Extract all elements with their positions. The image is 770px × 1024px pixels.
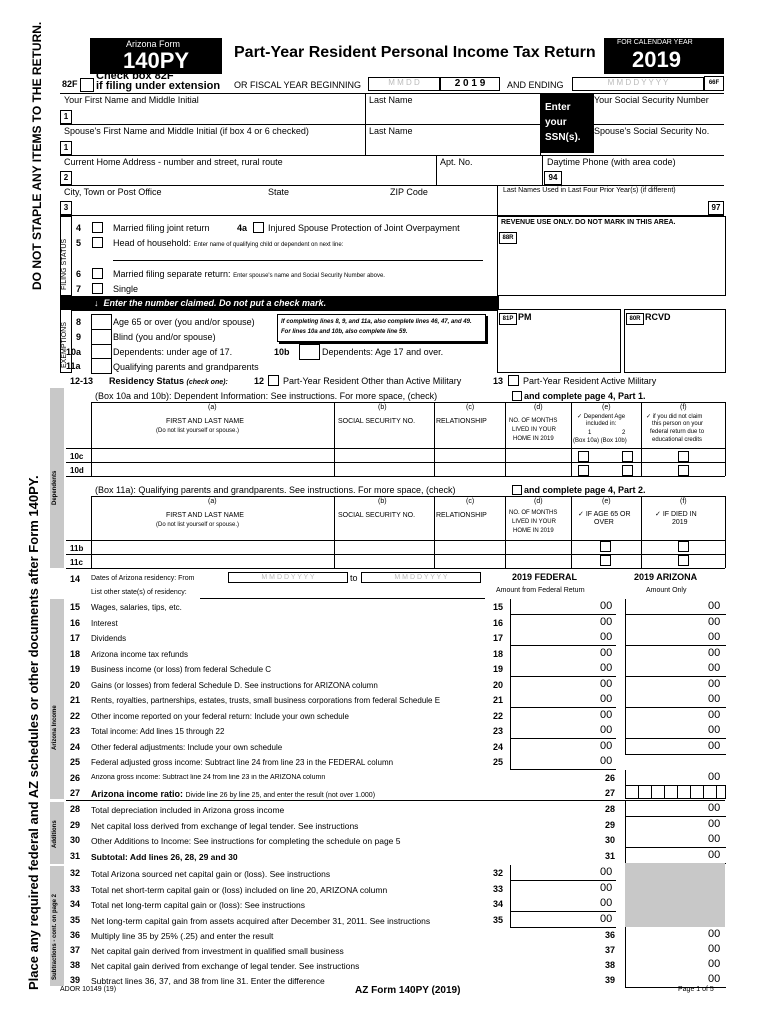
enter-ssn-line1: Enter <box>545 102 571 113</box>
staple-warning: DO NOT STAPLE ANY ITEMS TO THE RETURN. <box>30 21 44 290</box>
line19-federal-cents: 00 <box>600 662 613 674</box>
line32-ref: 32 <box>493 868 504 878</box>
dep-table-head: (Box 10a and 10b): Dependent Information: See instructions. For more space, (check) <box>95 391 438 401</box>
line35-num: 35 <box>70 914 81 925</box>
line38-text: Net capital gain derived from exchange of legal tender. See instructions <box>91 961 360 971</box>
line25-text: Federal adjusted gross income: Subtract line 24 from line 23 in the FEDERAL column <box>91 758 394 767</box>
line23-text: Total income: Add lines 15 through 22 <box>91 727 225 736</box>
line20-fed-ref: 20 <box>493 679 504 690</box>
line33-ref: 33 <box>493 883 504 894</box>
res13-label: Part-Year Resident Active Military <box>523 376 657 386</box>
dependents-section: Dependents <box>52 470 58 505</box>
line29-text: Net capital loss derived from exchange of legal tender. See instructions <box>91 820 359 831</box>
line39-num: 39 <box>70 975 81 985</box>
line15-fed-ref: 15 <box>493 602 504 612</box>
dep-10c-box10b[interactable] <box>622 451 633 462</box>
line28-cents: 00 <box>708 802 721 814</box>
line39-text: Subtract lines 36, 37, and 38 from line 31. Enter the difference <box>91 976 325 986</box>
pm-label: PM <box>518 312 532 322</box>
line16-federal-cents: 00 <box>600 615 613 628</box>
line17-num: 17 <box>70 633 81 643</box>
line15-num: 15 <box>70 602 81 612</box>
res12-checkbox[interactable] <box>268 375 279 386</box>
qual-e-hdr-1: ✓ IF AGE 65 OR <box>578 511 631 518</box>
line25-fed-ref: 25 <box>493 757 504 767</box>
dep-f-hdr-2: this person on your <box>652 421 704 427</box>
form-label: Arizona Form <box>126 39 181 49</box>
dep-col-a: (a) <box>208 404 217 411</box>
dates-residency-label: Dates of Arizona residency: From <box>91 575 195 582</box>
line27-num: 27 <box>70 788 81 798</box>
dep-col-b: (b) <box>378 404 387 411</box>
dep-e2: 2 <box>622 430 626 436</box>
line35-text: Net long-term capital gain from assets acquired after December 31, 2011. See instructions <box>91 915 431 926</box>
line32-num: 32 <box>70 868 81 878</box>
line22-fed-ref: 22 <box>493 710 504 721</box>
last-name-label: Last Name <box>369 95 413 105</box>
line16-fed-ref: 16 <box>493 617 504 628</box>
line31-ref: 31 <box>605 850 616 861</box>
code-80r: 80R <box>626 313 644 325</box>
qual-table-head: (Box 11a): Qualifying parents and grandparents. See instructions. For more space, (check) <box>95 485 456 495</box>
dep-rel-hdr: RELATIONSHIP <box>436 418 487 425</box>
row-1b-marker: 1 <box>60 141 72 155</box>
code-97: 97 <box>708 201 724 215</box>
check82f-label: Check box 82F <box>96 70 174 82</box>
dep-under17-label: Dependents: under age of 17. <box>113 347 233 357</box>
qual-months-1: NO. OF MONTHS <box>509 510 558 516</box>
revenue-use-label: REVENUE USE ONLY. DO NOT MARK IN THIS AREA. <box>501 219 676 226</box>
line10b-num: 10b <box>274 347 290 357</box>
line6-num: 6 <box>76 269 82 279</box>
line39-ref: 39 <box>605 975 616 985</box>
row-1-marker: 1 <box>60 110 72 124</box>
dep-col-c: (c) <box>466 404 475 411</box>
head-household-label: Head of household: Enter name of qualifying child or dependent on next line: <box>113 238 344 248</box>
phone-label: Daytime Phone (with area code) <box>547 157 676 167</box>
line9-num: 9 <box>76 332 82 342</box>
fiscal-end-date[interactable]: M M D D Y Y Y Y <box>572 77 704 91</box>
residency-label: Residency Status (check one): <box>109 376 228 386</box>
line28-text: Total depreciation included in Arizona gross income <box>91 805 285 815</box>
exemption-banner-text: ↓ Enter the number claimed. Do not put a check mark. <box>94 298 327 308</box>
line15-text: Wages, salaries, tips, etc. <box>91 603 182 612</box>
line17-arizona-cents: 00 <box>708 631 721 643</box>
line27-text: Arizona income ratio: Divide line 26 by line 25, and enter the result (not over 1.000) <box>91 789 376 799</box>
qual-col-b: (b) <box>378 498 387 505</box>
dep-10d-box10b[interactable] <box>622 465 633 476</box>
line31-num: 31 <box>70 850 81 861</box>
qualifying-label: Qualifying parents and grandparents <box>113 362 259 372</box>
apt-label: Apt. No. <box>440 157 473 167</box>
line39-cents: 00 <box>708 973 721 985</box>
calendar-year-label: FOR CALENDAR YEAR <box>617 39 693 46</box>
row-3-marker: 3 <box>60 201 72 215</box>
line35-cents: 00 <box>600 912 613 925</box>
age65-label: Age 65 or over (you and/or spouse) <box>113 317 255 327</box>
line18-fed-ref: 18 <box>493 648 504 659</box>
footer-form: AZ Form 140PY (2019) <box>355 985 461 996</box>
dep-e-hdr-2: included in: <box>586 421 617 427</box>
injured-spouse-checkbox[interactable] <box>253 222 264 233</box>
line4a-num: 4a <box>237 223 248 233</box>
subtractions-shade <box>625 863 725 928</box>
line36-text: Multiply line 35 by 25% (.25) and enter the result <box>91 931 274 941</box>
line12-num: 12 <box>254 376 265 386</box>
line38-cents: 00 <box>708 958 721 970</box>
enter-ssn-line3: SSN(s). <box>545 132 581 143</box>
dep-17over-label: Dependents: Age 17 and over. <box>322 347 444 357</box>
dep-f-hdr-1: ✓ if you did not claim <box>646 414 703 420</box>
line23-num: 23 <box>70 726 81 736</box>
line10a-num: 10a <box>66 347 82 357</box>
line5-num: 5 <box>76 238 82 248</box>
footer-ador: ADOR 10149 (19) <box>60 986 117 993</box>
qualifying-count[interactable] <box>91 358 112 374</box>
line32-text: Total Arizona sourced net capital gain or (loss). See instructions <box>91 869 331 879</box>
attachment-note: Place any required federal and AZ schedules or other documents after Form 140PY. <box>26 475 41 990</box>
line23-arizona-cents: 00 <box>708 724 721 736</box>
line36-ref: 36 <box>605 930 616 940</box>
line25-num: 25 <box>70 757 81 767</box>
line26-num: 26 <box>70 773 81 783</box>
income-section: Arizona Income <box>52 705 58 750</box>
single-label: Single <box>113 284 139 294</box>
line33-text: Total net short-term capital gain or (loss) included on line 20, ARIZONA column <box>91 884 388 895</box>
line24-text: Other federal adjustments: Include your own schedule <box>91 742 283 752</box>
line38-num: 38 <box>70 960 81 970</box>
line34-ref: 34 <box>493 899 504 909</box>
line31-cents: 00 <box>708 848 721 861</box>
line19-fed-ref: 19 <box>493 664 504 674</box>
married-separate-checkbox[interactable] <box>92 268 103 279</box>
line23-federal-cents: 00 <box>600 724 613 736</box>
your-ssn-label: Your Social Security Number <box>594 95 709 105</box>
line20-text: Gains (or losses) from federal Schedule D. See instructions for ARIZONA column <box>91 680 378 690</box>
city-label: City, Town or Post Office <box>64 187 162 197</box>
line28-ref: 28 <box>605 804 616 814</box>
exemptions-section: EXEMPTIONS <box>61 322 68 368</box>
line37-cents: 00 <box>708 943 721 955</box>
dep-name-sub: (Do not list yourself or spouse.) <box>156 428 240 434</box>
spouse-ssn-label: Spouse's Social Security No. <box>594 126 710 136</box>
line16-num: 16 <box>70 617 81 628</box>
line15-arizona-cents: 00 <box>708 600 721 612</box>
single-checkbox[interactable] <box>92 283 103 294</box>
qual-col-a: (a) <box>208 498 217 505</box>
qual-col-f: (f) <box>680 498 687 505</box>
qual-f-hdr-2: 2019 <box>672 519 688 526</box>
enter-ssn-line2: your <box>545 117 567 128</box>
line30-ref: 30 <box>605 835 616 845</box>
dep-e1: 1 <box>588 430 592 436</box>
line24-fed-ref: 24 <box>493 741 504 752</box>
spouse-last-label: Last Name <box>369 126 413 136</box>
dep-table-head-end: and complete page 4, Part 1. <box>524 391 646 401</box>
qual-col-c: (c) <box>466 498 475 505</box>
other-states-label: List other state(s) of residency: <box>91 589 187 596</box>
form-title: Part-Year Resident Personal Income Tax Return <box>234 44 596 61</box>
line13-num: 13 <box>493 376 504 386</box>
line19-arizona-cents: 00 <box>708 662 721 674</box>
line28-num: 28 <box>70 804 81 814</box>
line18-arizona-cents: 00 <box>708 646 721 659</box>
zip-label: ZIP Code <box>390 187 428 197</box>
code-81p: 81P <box>499 313 517 325</box>
line27-ref: 27 <box>605 788 616 798</box>
dep-col-d: (d) <box>534 404 543 411</box>
line20-num: 20 <box>70 679 81 690</box>
extension-checkbox[interactable] <box>80 78 94 92</box>
qual-11c-age65[interactable] <box>600 555 611 566</box>
line36-num: 36 <box>70 930 81 940</box>
income-ratio-boxes[interactable] <box>625 785 726 799</box>
first-name-label: Your First Name and Middle Initial <box>64 95 199 105</box>
footer-page: Page 1 of 5 <box>678 986 714 993</box>
line20-federal-cents: 00 <box>600 677 613 690</box>
code-94: 94 <box>544 171 562 185</box>
blind-label: Blind (you and/or spouse) <box>113 332 216 342</box>
line4-num: 4 <box>76 223 82 233</box>
form-number: 140PY <box>123 48 190 73</box>
res13-checkbox[interactable] <box>508 375 519 386</box>
line22-arizona-cents: 00 <box>708 708 721 721</box>
line35-ref: 35 <box>493 914 504 925</box>
dep-10d-educational[interactable] <box>678 465 689 476</box>
residency-to-date[interactable]: M M D D Y Y Y Y <box>361 572 481 583</box>
dep-17over-count[interactable] <box>299 344 320 360</box>
qual-col-e: (e) <box>602 498 611 505</box>
head-household-checkbox[interactable] <box>92 237 103 248</box>
box82f-code: 82F <box>62 79 78 89</box>
injured-spouse-label: Injured Spouse Protection of Joint Overpayment <box>268 223 460 233</box>
line8-num: 8 <box>76 317 82 327</box>
dep-name-hdr: FIRST AND LAST NAME <box>166 418 244 425</box>
qual-months-2: LIVED IN YOUR <box>512 519 556 525</box>
residency-from-date[interactable]: M M D D Y Y Y Y <box>228 572 348 583</box>
line32-cents: 00 <box>600 866 613 878</box>
line26-text: Arizona gross income: Subtract line 24 from line 23 in the ARIZONA column <box>91 774 326 781</box>
line17-fed-ref: 17 <box>493 633 504 643</box>
line14-num: 14 <box>70 574 81 584</box>
dep-months-3: HOME IN 2019 <box>513 436 554 442</box>
qual-11b-age65[interactable] <box>600 541 611 552</box>
dep-more-space-checkbox[interactable] <box>512 391 522 401</box>
revenue-use-area <box>497 216 726 296</box>
line29-ref: 29 <box>605 819 616 830</box>
line34-cents: 00 <box>600 897 613 909</box>
line26-ref: 26 <box>605 773 616 783</box>
fiscal-label: OR FISCAL YEAR BEGINNING <box>234 80 362 90</box>
line16-arizona-cents: 00 <box>708 615 721 628</box>
line25-federal-cents: 00 <box>600 755 613 767</box>
to-label: to <box>350 573 358 583</box>
dep-10c-educational[interactable] <box>678 451 689 462</box>
line31-text: Subtotal: Add lines 26, 28, 29 and 30 <box>91 851 238 862</box>
spouse-first-label: Spouse's First Name and Middle Initial (if box 4 or 6 checked) <box>64 126 309 136</box>
dep-e-sub: (Box 10a) (Box 10b) <box>573 438 627 444</box>
qual-f-hdr-1: ✓ IF DIED IN <box>655 511 697 518</box>
line22-federal-cents: 00 <box>600 708 613 721</box>
arizona-col-hdr: 2019 ARIZONA <box>634 572 698 582</box>
line18-num: 18 <box>70 648 81 659</box>
dep-col-e: (e) <box>602 404 611 411</box>
line34-text: Total net long-term capital gain or (loss): See instructions <box>91 900 306 910</box>
qual-months-3: HOME IN 2019 <box>513 528 554 534</box>
line24-federal-cents: 00 <box>600 739 613 752</box>
fiscal-begin-mmdd[interactable]: M M D D <box>368 77 440 91</box>
line37-num: 37 <box>70 945 81 955</box>
dep-row-10c: 10c <box>70 452 84 461</box>
line17-text: Dividends <box>91 634 127 643</box>
line24-num: 24 <box>70 741 81 752</box>
qual-name-hdr: FIRST AND LAST NAME <box>166 512 244 519</box>
line30-cents: 00 <box>708 833 721 845</box>
line21-fed-ref: 21 <box>493 695 504 705</box>
line33-num: 33 <box>70 883 81 894</box>
dep-months-1: NO. OF MONTHS <box>509 418 558 424</box>
filing-status-section: FILING STATUS <box>61 238 68 290</box>
line29-cents: 00 <box>708 817 721 830</box>
qual-e-hdr-2: OVER <box>594 519 614 526</box>
line22-num: 22 <box>70 710 81 721</box>
line37-ref: 37 <box>605 945 616 955</box>
qual-11b-died[interactable] <box>678 541 689 552</box>
line16-text: Interest <box>91 618 118 628</box>
line18-text: Arizona income tax refunds <box>91 649 188 659</box>
exemption-note-text: If completing lines 8, 9, and 11a, also complete lines 46, 47, and 49. For lines 10a and 10b, also complete line 59. <box>281 319 472 335</box>
line22-text: Other income reported on your federal return: Include your own schedule <box>91 711 349 721</box>
dep-ssn-hdr: SOCIAL SECURITY NO. <box>338 418 416 425</box>
qual-rel-hdr: RELATIONSHIP <box>436 512 487 519</box>
line1213-num: 12-13 <box>70 376 94 386</box>
qual-table-head-end: and complete page 4, Part 2. <box>524 485 646 495</box>
married-joint-checkbox[interactable] <box>92 222 103 233</box>
married-separate-label: Married filing separate return: Enter spouse's name and Social Security Number above. <box>113 269 385 279</box>
qual-name-sub: (Do not list yourself or spouse.) <box>156 522 240 528</box>
federal-col-hdr: 2019 FEDERAL <box>512 572 578 582</box>
dep-row-10d: 10d <box>70 466 84 475</box>
qual-ssn-hdr: SOCIAL SECURITY NO. <box>338 512 416 519</box>
line26-cents: 00 <box>708 771 721 783</box>
qual-11c-died[interactable] <box>678 555 689 566</box>
code-66f: 66F <box>704 76 724 91</box>
dep-e-hdr-1: ✓ Dependent Age <box>577 414 626 420</box>
address-label: Current Home Address - number and street, rural route <box>64 157 283 167</box>
line24-arizona-cents: 00 <box>708 739 721 752</box>
dep-col-f: (f) <box>680 404 687 411</box>
qual-col-d: (d) <box>534 498 543 505</box>
line21-arizona-cents: 00 <box>708 693 721 705</box>
qual-row-11b: 11b <box>70 544 84 553</box>
dep-months-2: LIVED IN YOUR <box>512 427 556 433</box>
line15-federal-cents: 00 <box>600 600 613 612</box>
subtractions-section: Subtractions - cont. on page 2 <box>52 893 58 980</box>
ending-label: AND ENDING <box>507 80 564 90</box>
line20-arizona-cents: 00 <box>708 677 721 690</box>
line21-num: 21 <box>70 695 81 705</box>
line21-text: Rents, royalties, partnerships, estates, trusts, small business corporations from federal Schedule E <box>91 696 441 705</box>
line7-num: 7 <box>76 284 82 294</box>
arizona-col-sub: Amount Only <box>646 587 687 594</box>
federal-col-sub: Amount from Federal Return <box>496 587 585 594</box>
state-label: State <box>268 187 290 197</box>
line34-num: 34 <box>70 899 81 909</box>
income-side <box>50 599 64 799</box>
age65-count[interactable] <box>91 314 112 330</box>
additions-section: Additions <box>52 820 58 848</box>
qual-more-space-checkbox[interactable] <box>512 485 522 495</box>
line19-text: Business income (or loss) from federal Schedule C <box>91 665 272 674</box>
qual-row-11c: 11c <box>70 558 83 567</box>
married-joint-label: Married filing joint return <box>113 223 210 233</box>
row-2-marker: 2 <box>60 171 72 185</box>
line11a-num: 11a <box>66 361 81 371</box>
line30-text: Other Additions to Income: See instructions for completing the schedule on page 5 <box>91 836 401 846</box>
res12-label: Part-Year Resident Other than Active Military <box>283 376 462 386</box>
line18-federal-cents: 00 <box>600 646 613 659</box>
code-88r: 88R <box>499 232 517 244</box>
dep-f-hdr-3: federal return due to <box>650 429 705 435</box>
last-names-used-label: Last Names Used in Last Four Prior Year(s) (if different) <box>503 187 676 194</box>
dep-10d-box10a[interactable] <box>578 465 589 476</box>
line17-federal-cents: 00 <box>600 631 613 643</box>
line29-num: 29 <box>70 819 81 830</box>
line21-federal-cents: 00 <box>600 693 613 705</box>
line30-num: 30 <box>70 835 81 845</box>
tax-year: 2019 <box>632 47 681 72</box>
fiscal-begin-year[interactable]: 2 0 1 9 <box>440 77 500 91</box>
blind-count[interactable] <box>91 329 112 345</box>
extension-label: if filing under extension <box>96 80 221 92</box>
line33-cents: 00 <box>600 881 613 894</box>
dep-10c-box10a[interactable] <box>578 451 589 462</box>
line36-cents: 00 <box>708 928 721 940</box>
dep-f-hdr-4: educational credits <box>652 437 703 443</box>
rcvd-label: RCVD <box>645 312 671 322</box>
line23-fed-ref: 23 <box>493 726 504 736</box>
line19-num: 19 <box>70 664 81 674</box>
line37-text: Net capital gain derived from investment in qualified small business <box>91 946 344 956</box>
line38-ref: 38 <box>605 960 616 970</box>
